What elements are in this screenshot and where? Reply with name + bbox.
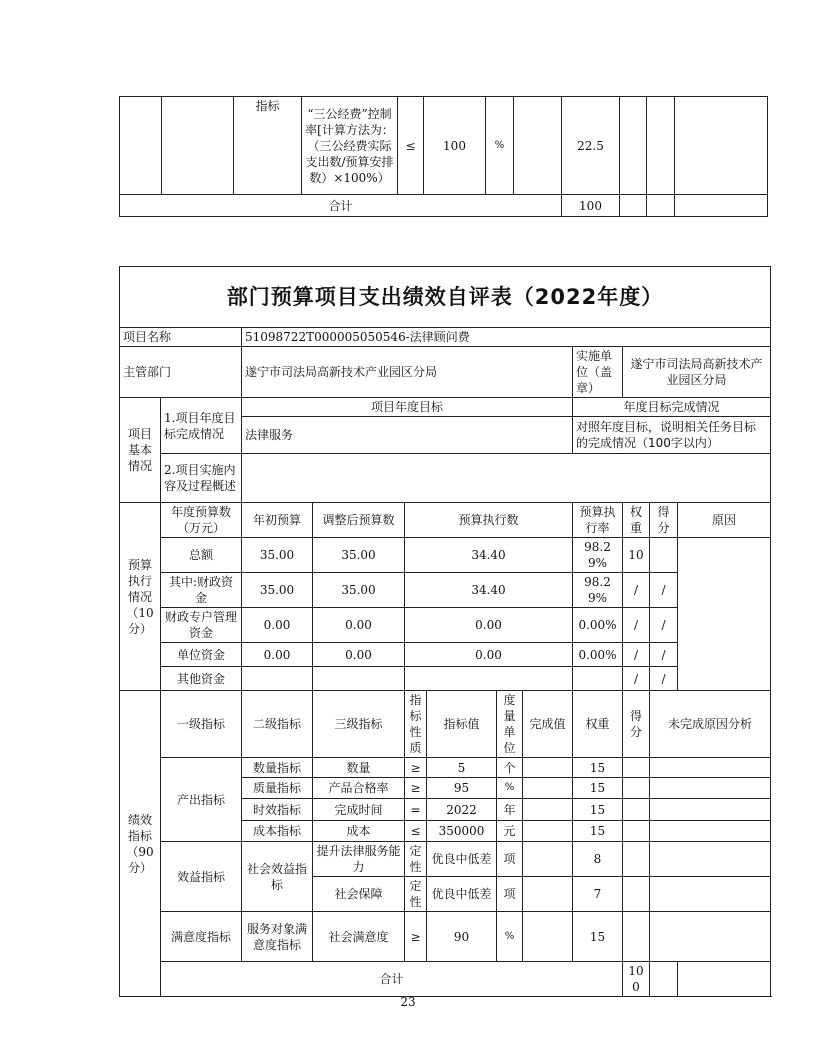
- perf-op: =: [405, 799, 427, 821]
- budget-weight: /: [623, 667, 650, 691]
- basic-info-label: 项目基本情况: [120, 398, 161, 503]
- budget-rate: 98.29%: [573, 573, 623, 608]
- perf-weight: 15: [573, 778, 623, 799]
- perf-l3: 提升法律服务能力: [313, 842, 405, 877]
- perf-reason: [650, 758, 771, 778]
- budget-header: 年初预算: [242, 503, 313, 538]
- budget-score: /: [650, 667, 678, 691]
- perf-header: 三级指标: [313, 691, 405, 758]
- perf-header: 得分: [623, 691, 650, 758]
- perf-reason: [650, 799, 771, 821]
- budget-initial: 35.00: [242, 573, 313, 608]
- perf-reason: [650, 842, 771, 877]
- budget-row-name: 财政专户管理资金: [161, 608, 242, 643]
- goal-text: 法律服务: [242, 417, 573, 454]
- perf-val: 2022: [427, 799, 497, 821]
- perf-unit: %: [497, 778, 523, 799]
- budget-rate: 98.29%: [573, 538, 623, 573]
- budget-header: 得分: [650, 503, 678, 538]
- budget-weight: /: [623, 608, 650, 643]
- budget-score: /: [650, 608, 678, 643]
- perf-val: 5: [427, 758, 497, 778]
- perf-l2: 服务对象满意度指标: [242, 912, 313, 962]
- top-total-label: 合计: [120, 195, 562, 217]
- perf-done: [523, 842, 573, 877]
- top-score-cell: 22.5: [562, 97, 620, 195]
- form-title: 部门预算项目支出绩效自评表（2022年度）: [120, 267, 771, 328]
- perf-weight: 8: [573, 842, 623, 877]
- budget-weight: 10: [623, 538, 650, 573]
- process-label: 2.项目实施内容及过程概述: [161, 454, 242, 503]
- perf-unit: %: [497, 912, 523, 962]
- perf-l3: 完成时间: [313, 799, 405, 821]
- perf-unit: 项: [497, 877, 523, 912]
- perf-l3: 社会满意度: [313, 912, 405, 962]
- perf-weight: 15: [573, 821, 623, 842]
- form-total-value: 100: [623, 962, 650, 997]
- dept-label: 主管部门: [120, 347, 242, 398]
- perf-score: [623, 912, 650, 962]
- budget-adjusted: 0.00: [313, 608, 405, 643]
- budget-adjusted: 35.00: [313, 573, 405, 608]
- satisfaction-label: 满意度指标: [161, 912, 242, 962]
- budget-initial: 35.00: [242, 538, 313, 573]
- perf-weight: 15: [573, 912, 623, 962]
- budget-row-name: 其他资金: [161, 667, 242, 691]
- perf-val: 优良中低差: [427, 842, 497, 877]
- budget-initial: 0.00: [242, 608, 313, 643]
- perf-l2: 数量指标: [242, 758, 313, 778]
- budget-score: /: [650, 573, 678, 608]
- perf-done: [523, 778, 573, 799]
- perf-score: [623, 821, 650, 842]
- top-indicator-cell: “三公经费”控制率[计算方法为：（三公经费实际支出数/预算安排数）×100%）: [302, 97, 398, 195]
- top-unit-cell: %: [486, 97, 514, 195]
- perf-op: 定性: [405, 842, 427, 877]
- perf-weight: 15: [573, 799, 623, 821]
- perf-score: [623, 799, 650, 821]
- perf-unit: 元: [497, 821, 523, 842]
- perf-header: 度量单位: [497, 691, 523, 758]
- budget-rate: 0.00%: [573, 643, 623, 667]
- top-total-value: 100: [562, 195, 620, 217]
- budget-header: 年度预算数（万元）: [161, 503, 242, 538]
- perf-val: 95: [427, 778, 497, 799]
- form-total-label: 合计: [161, 962, 623, 997]
- perf-l2: 质量指标: [242, 778, 313, 799]
- perf-weight: 7: [573, 877, 623, 912]
- completion-text: 对照年度目标，说明相关任务目标的完成情况（100字以内）: [573, 417, 771, 454]
- perf-weight: 15: [573, 758, 623, 778]
- perf-val: 90: [427, 912, 497, 962]
- perf-unit: 项: [497, 842, 523, 877]
- budget-adjusted: [313, 667, 405, 691]
- perf-l3: 社会保障: [313, 877, 405, 912]
- perf-reason: [650, 821, 771, 842]
- budget-section-label: 预算执行情况（10分）: [120, 503, 161, 691]
- output-label: 产出指标: [161, 758, 242, 842]
- impl-label: 实施单位（盖章）: [573, 347, 623, 398]
- perf-done: [523, 877, 573, 912]
- budget-executed: [405, 667, 573, 691]
- perf-done: [523, 799, 573, 821]
- perf-section-label: 绩效指标（90分）: [120, 691, 161, 997]
- perf-l3: 产品合格率: [313, 778, 405, 799]
- dept-value: 遂宁市司法局高新技术产业园区分局: [242, 347, 573, 398]
- perf-score: [623, 877, 650, 912]
- perf-score: [623, 778, 650, 799]
- perf-val: 350000: [427, 821, 497, 842]
- budget-header: 调整后预算数: [313, 503, 405, 538]
- perf-done: [523, 821, 573, 842]
- budget-header: 预算执行数: [405, 503, 573, 538]
- budget-executed: 0.00: [405, 643, 573, 667]
- previous-table-fragment: [119, 96, 768, 217]
- perf-reason: [650, 778, 771, 799]
- perf-l2: 时效指标: [242, 799, 313, 821]
- perf-op: ≥: [405, 912, 427, 962]
- perf-header: 指标值: [427, 691, 497, 758]
- budget-score: /: [650, 643, 678, 667]
- top-target-cell: 100: [424, 97, 486, 195]
- project-name-label: 项目名称: [120, 328, 242, 347]
- perf-unit: 个: [497, 758, 523, 778]
- budget-adjusted: 0.00: [313, 643, 405, 667]
- budget-executed: 34.40: [405, 573, 573, 608]
- budget-rate: [573, 667, 623, 691]
- perf-done: [523, 758, 573, 778]
- page-number: 23: [400, 995, 416, 1009]
- perf-reason: [650, 912, 771, 962]
- budget-row-name: 总额: [161, 538, 242, 573]
- top-level1-cell: 指标: [234, 97, 302, 195]
- perf-header: 权重: [573, 691, 623, 758]
- perf-op: ≥: [405, 758, 427, 778]
- perf-unit: 年: [497, 799, 523, 821]
- budget-reason: [678, 538, 771, 691]
- goal-label: 1.项目年度目标完成情况: [161, 398, 242, 454]
- perf-l3: 数量: [313, 758, 405, 778]
- perf-l3: 成本: [313, 821, 405, 842]
- budget-row-name: 其中:财政资金: [161, 573, 242, 608]
- budget-weight: /: [623, 643, 650, 667]
- perf-header: 二级指标: [242, 691, 313, 758]
- budget-rate: 0.00%: [573, 608, 623, 643]
- perf-op: ≤: [405, 821, 427, 842]
- perf-header: 完成值: [523, 691, 573, 758]
- perf-val: 优良中低差: [427, 877, 497, 912]
- perf-header: 一级指标: [161, 691, 242, 758]
- budget-row-name: 单位资金: [161, 643, 242, 667]
- budget-executed: 0.00: [405, 608, 573, 643]
- impl-value: 遂宁市司法局高新技术产业园区分局: [623, 347, 771, 398]
- top-operator-cell: ≤: [398, 97, 424, 195]
- perf-op: 定性: [405, 877, 427, 912]
- budget-header: 预算执行率: [573, 503, 623, 538]
- perf-done: [523, 912, 573, 962]
- budget-adjusted: 35.00: [313, 538, 405, 573]
- budget-executed: 34.40: [405, 538, 573, 573]
- perf-score: [623, 758, 650, 778]
- benefit-l2: 社会效益指标: [242, 842, 313, 912]
- perf-op: ≥: [405, 778, 427, 799]
- goal-header: 项目年度目标: [242, 398, 573, 417]
- budget-header: 权重: [623, 503, 650, 538]
- budget-initial: [242, 667, 313, 691]
- perf-reason: [650, 877, 771, 912]
- benefit-label: 效益指标: [161, 842, 242, 912]
- performance-evaluation-form: [119, 266, 771, 997]
- perf-header: 未完成原因分析: [650, 691, 771, 758]
- budget-initial: 0.00: [242, 643, 313, 667]
- budget-score: [650, 538, 678, 573]
- process-text: [242, 454, 771, 503]
- project-name-value: 51098722T000005050546-法律顾问费: [242, 328, 771, 347]
- perf-score: [623, 842, 650, 877]
- budget-header: 原因: [678, 503, 771, 538]
- perf-header: 指标性质: [405, 691, 427, 758]
- completion-header: 年度目标完成情况: [573, 398, 771, 417]
- budget-weight: /: [623, 573, 650, 608]
- perf-l2: 成本指标: [242, 821, 313, 842]
